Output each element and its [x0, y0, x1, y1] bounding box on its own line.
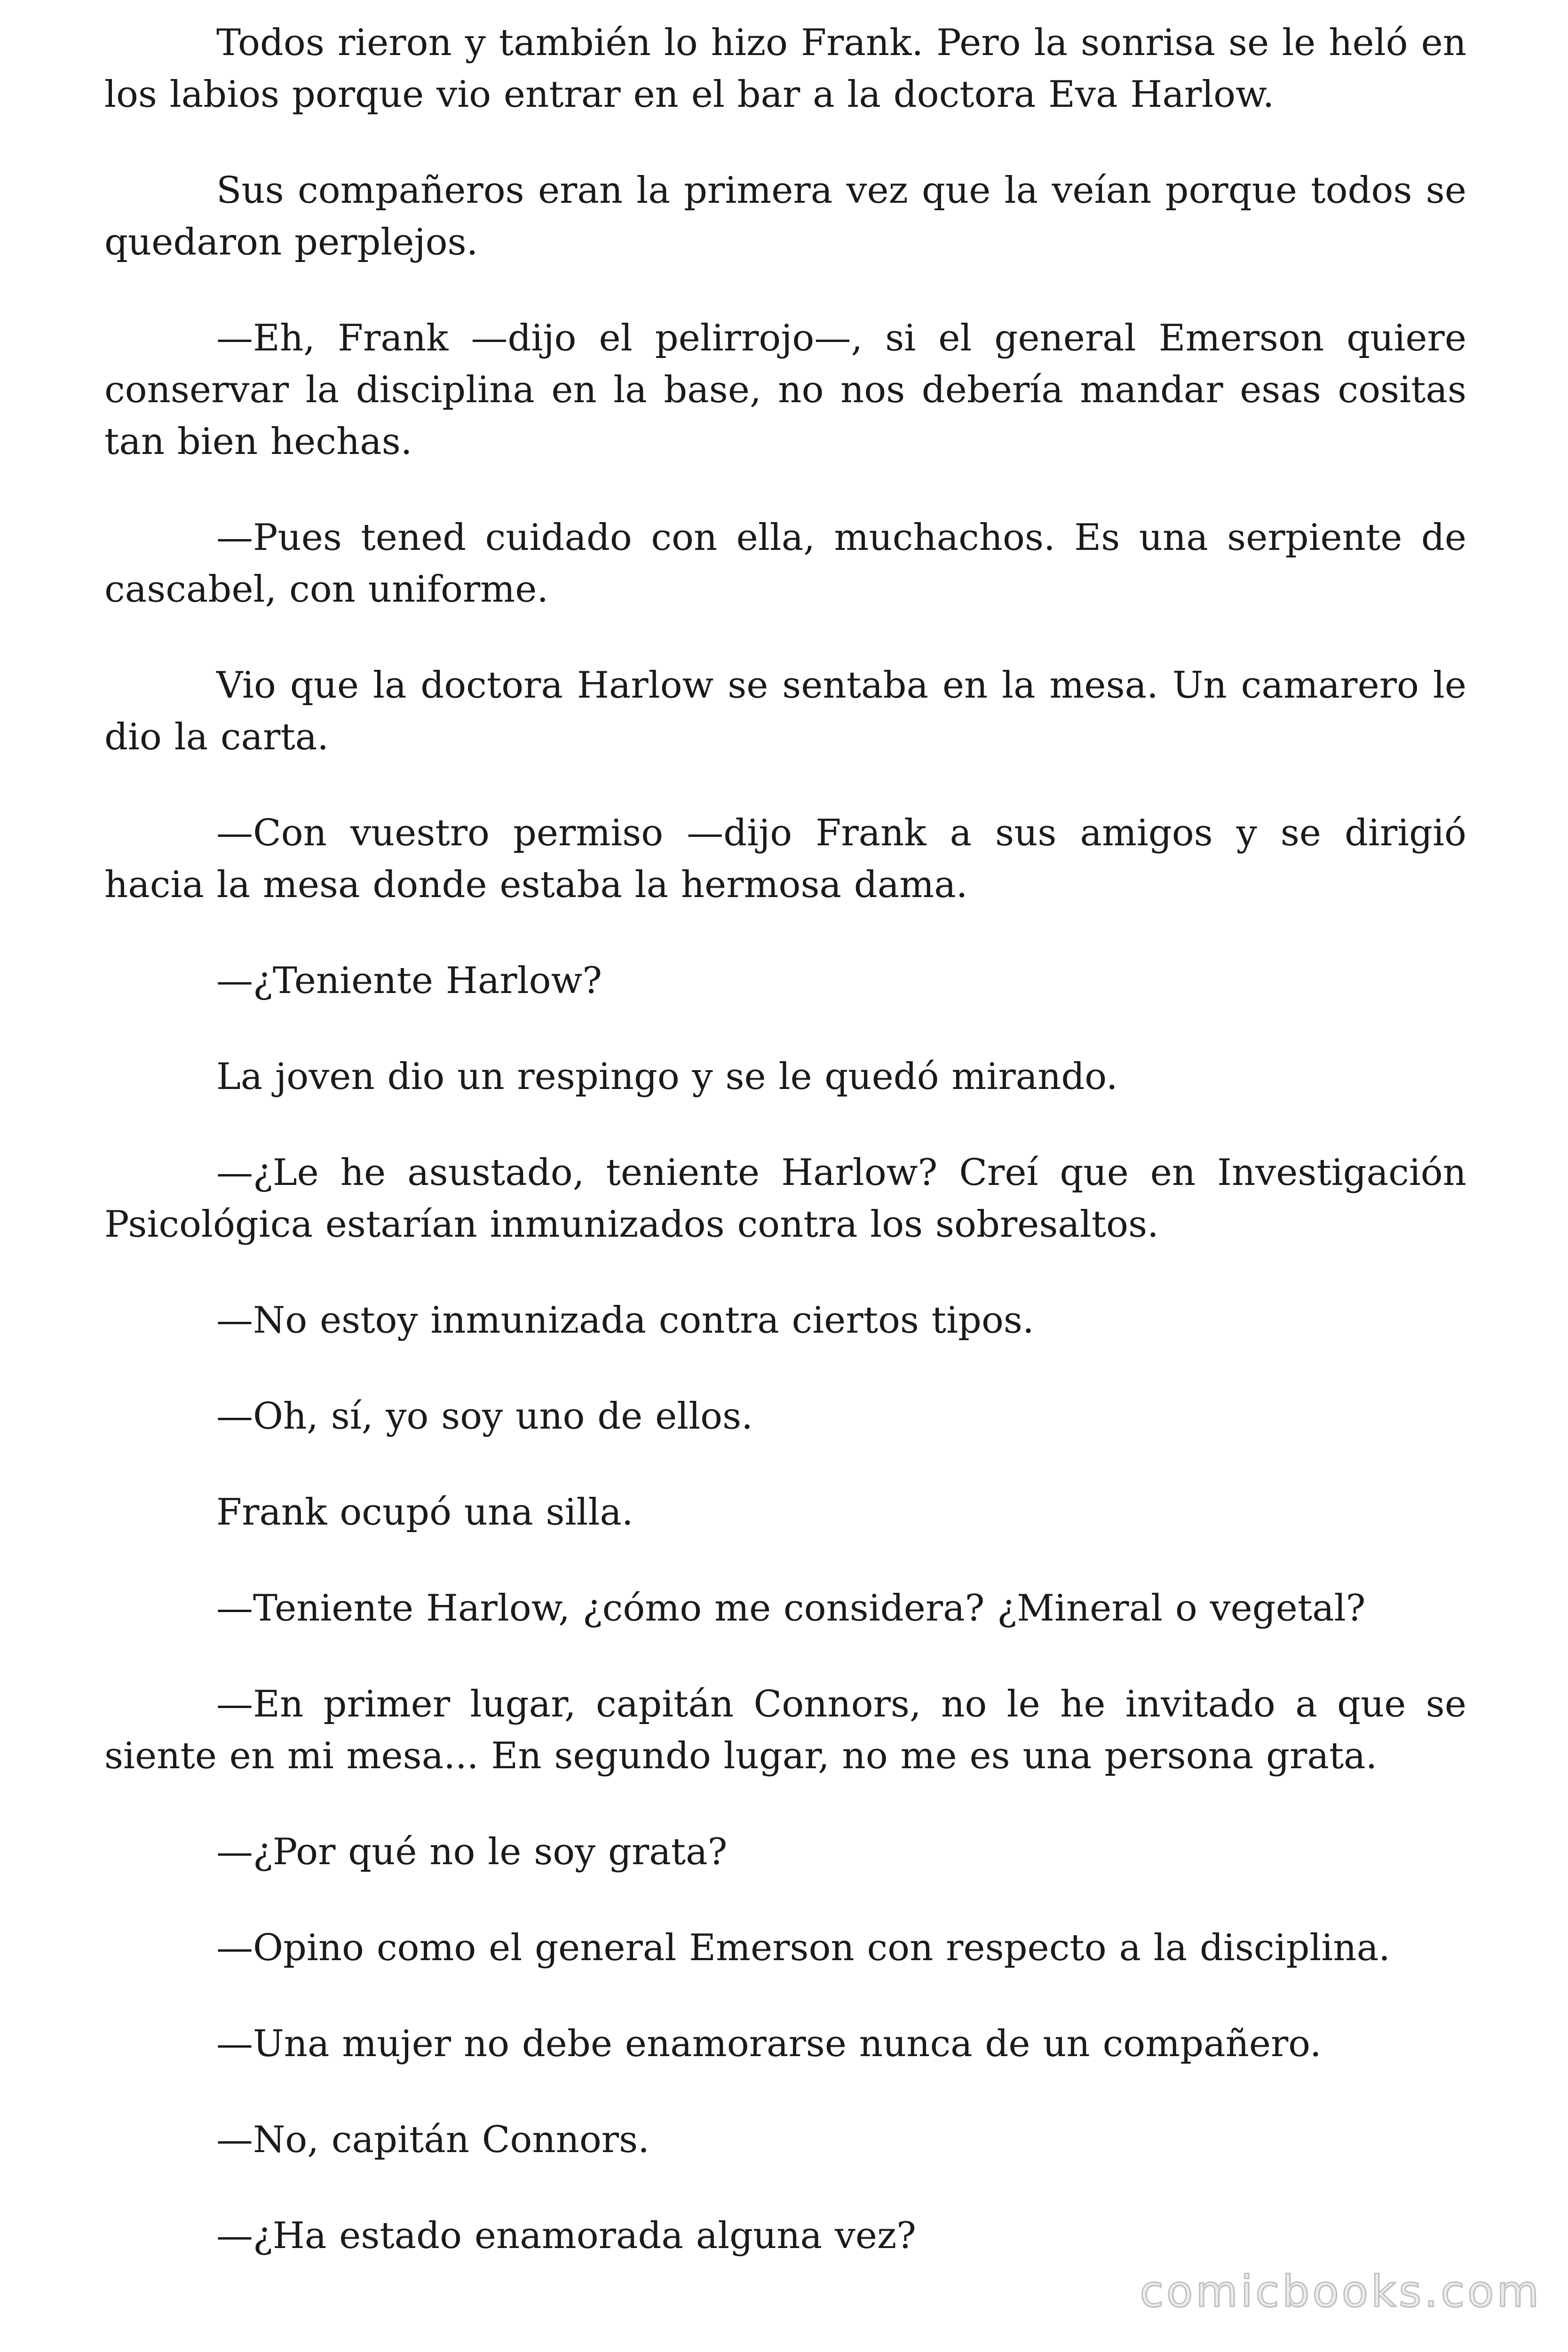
paragraph: —¿Ha estado enamorada alguna vez?: [216, 2215, 916, 2257]
text-column: [104, 17, 1466, 2306]
paragraph: —Con vuestro permiso —dijo Frank a sus amigos y se dirigió hacia la mesa donde estaba la hermosa dama.: [104, 812, 1466, 906]
paragraph: Vio que la doctora Harlow se sentaba en la mesa. Un camarero le dio la carta.: [104, 664, 1466, 758]
paragraph: —¿Le he asustado, teniente Harlow? Creí que en Investigación Psicológica estarían inmunizados contra los sobresaltos.: [104, 1152, 1466, 1246]
watermark: comicbooks.com: [1140, 2266, 1542, 2317]
paragraph: —Una mujer no debe enamorarse nunca de un compañero.: [216, 2023, 1322, 2065]
paragraph: —¿Por qué no le soy grata?: [216, 1831, 728, 1873]
paragraph: —Opino como el general Emerson con respecto a la disciplina.: [216, 1927, 1390, 1969]
paragraph: —En primer lugar, capitán Connors, no le he invitado a que se siente en mi mesa... En segundo lugar, no me es una persona grata.: [104, 1683, 1466, 1777]
paragraph: Todos rieron y también lo hizo Frank. Pero la sonrisa se le heló en los labios porque vio entrar en el bar a la doctora Eva Harlow.: [104, 22, 1466, 116]
paragraph: —Eh, Frank —dijo el pelirrojo—, si el general Emerson quiere conservar la disciplina en la base, no nos debería mandar esas cositas tan bien hechas.: [104, 317, 1466, 463]
paragraph: —Teniente Harlow, ¿cómo me considera? ¿Mineral o vegetal?: [216, 1587, 1366, 1629]
paragraph: La joven dio un respingo y se le quedó mirando.: [216, 1056, 1118, 1098]
paragraph: —¿Teniente Harlow?: [216, 960, 602, 1002]
paragraph: —Oh, sí, yo soy uno de ellos.: [216, 1395, 753, 1438]
paragraph: Frank ocupó una silla.: [216, 1491, 634, 1534]
paragraph: —Pues tened cuidado con ella, muchachos. Es una serpiente de cascabel, con uniforme.: [104, 516, 1466, 611]
paragraph: —No, capitán Connors.: [216, 2119, 649, 2161]
paragraph: Sus compañeros eran la primera vez que la veían porque todos se quedaron perplejos.: [104, 169, 1466, 263]
paragraph: —No estoy inmunizada contra ciertos tipos.: [216, 1299, 1034, 1342]
